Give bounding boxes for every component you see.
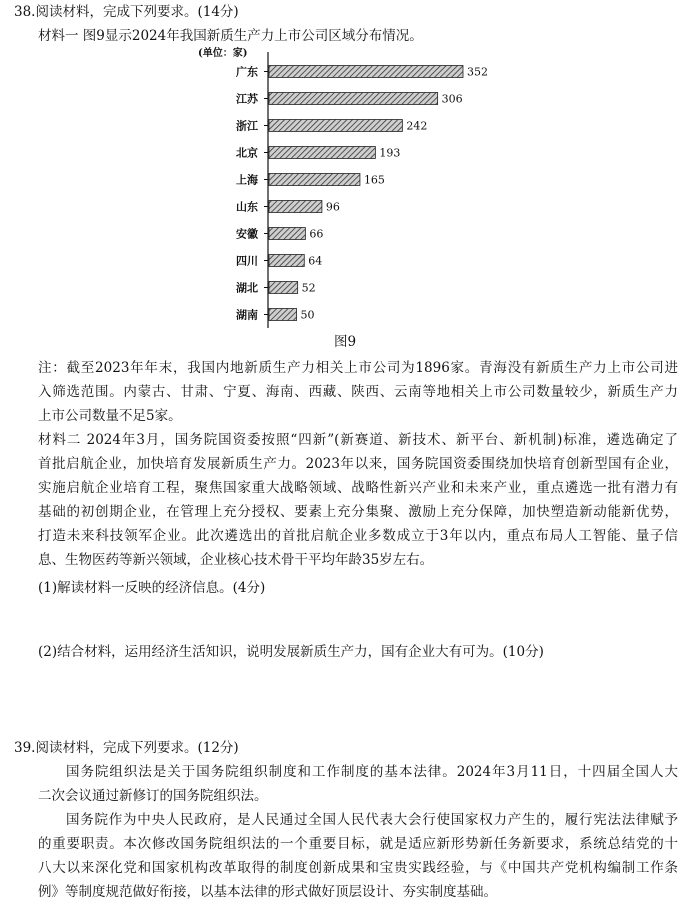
- value-label: 165: [363, 173, 385, 187]
- material-2-line: 基础的初创期企业，在管理上充分授权、要素上充分集聚、激励上充分保障，加快塑造新动能新优势，: [38, 504, 678, 520]
- bar-1: [269, 66, 463, 78]
- value-label: 52: [301, 281, 316, 295]
- category-label: 江苏: [236, 92, 258, 106]
- value-label: 193: [379, 146, 401, 160]
- bar-5: [269, 174, 360, 186]
- q38-subquestion-2: (2)结合材料，运用经济生活知识，说明发展新质生产力，国有企业大有可为。(10分): [38, 644, 544, 660]
- material-2: [38, 428, 678, 572]
- q38-heading: 38.阅读材料，完成下列要求。(14分): [14, 4, 239, 20]
- material-1-intro: 材料一 图9显示2024年我国新质生产力上市公司区域分布情况。: [38, 28, 423, 44]
- material-2-line: 打造未来科技领军企业。此次遴选出的首批启航企业多数成立于3年以内，重点布局人工智能、量子信: [38, 528, 678, 544]
- material-2-line: 息、生物医药等新兴领域，企业核心技术骨干平均年龄35岁左右。: [38, 552, 434, 568]
- value-label: 242: [406, 119, 428, 133]
- value-label: 64: [308, 254, 323, 268]
- value-label: 306: [441, 92, 463, 106]
- bar-3: [269, 120, 402, 132]
- material-2-line: 首批启航企业，加快培育发展新质生产力。2023年以来，国务院国资委围绕加快培育创新型国有企业，: [38, 456, 678, 472]
- bar-2: [269, 93, 438, 105]
- category-label: 上海: [236, 173, 258, 187]
- note-line: 注：截至2023年年末，我国内地新质生产力相关上市公司为1896家。青海没有新质生产力上市公司进: [38, 360, 678, 376]
- note-line: 入筛选范围。内蒙古、甘肃、宁夏、海南、西藏、陕西、云南等地相关上市公司数量较少，新质生产力: [38, 384, 678, 400]
- figure-caption: 图9: [334, 334, 357, 350]
- q39-line: 例》等制度规范做好衔接，以基本法律的形式做好顶层设计、夯实制度基础。: [38, 884, 497, 900]
- material-2-line: 实施启航企业培育工程，聚焦国家重大战略领域、战略性新兴产业和未来产业，重点遴选一批有潜力有: [38, 480, 678, 496]
- bar-8: [269, 255, 304, 267]
- bar-chart-figure-9: [190, 44, 490, 344]
- chart-note: [38, 356, 678, 428]
- bar-4: [269, 147, 375, 159]
- note-line: 上市公司数量不足5家。: [38, 408, 182, 424]
- bar-7: [269, 228, 305, 240]
- value-label: 96: [325, 200, 340, 214]
- bar-6: [269, 201, 322, 213]
- q39-line: 国务院组织法是关于国务院组织制度和工作制度的基本法律。2024年3月11日，十四届全国人大: [66, 764, 678, 780]
- value-label: 50: [300, 308, 315, 322]
- q39-heading: 39.阅读材料，完成下列要求。(12分): [14, 740, 239, 756]
- material-2-line: 材料二 2024年3月，国务院国资委按照“四新”(新赛道、新技术、新平台、新机制)标准，遴选确定了: [38, 432, 678, 448]
- chart-unit-label: (单位：家): [198, 48, 248, 59]
- q38-subquestion-1: (1)解读材料一反映的经济信息。(4分): [38, 580, 266, 596]
- category-label: 安徽: [236, 227, 258, 241]
- category-label: 广东: [236, 65, 258, 79]
- category-label: 北京: [236, 146, 258, 160]
- q39-line: 的重要职责。本次修改国务院组织法的一个重要目标，就是适应新形势新任务新要求，系统总结党的十: [38, 836, 678, 852]
- q39-line: 八大以来深化党和国家机构改革取得的制度创新成果和宝贵实践经验，与《中国共产党机构编制工作条: [38, 860, 678, 876]
- category-label: 四川: [236, 254, 258, 268]
- category-label: 山东: [236, 200, 258, 214]
- category-label: 浙江: [236, 119, 258, 133]
- q39-material: [38, 760, 678, 904]
- q39-line: 二次会议通过新修订的国务院组织法。: [38, 788, 268, 804]
- value-label: 352: [467, 65, 488, 79]
- bar-9: [269, 282, 298, 294]
- category-label: 湖北: [236, 281, 258, 295]
- bar-10: [269, 309, 297, 321]
- category-label: 湖南: [236, 308, 258, 322]
- value-label: 66: [309, 227, 324, 241]
- q39-line: 国务院作为中央人民政府，是人民通过全国人民代表大会行使国家权力产生的，履行宪法法律赋予: [66, 812, 678, 828]
